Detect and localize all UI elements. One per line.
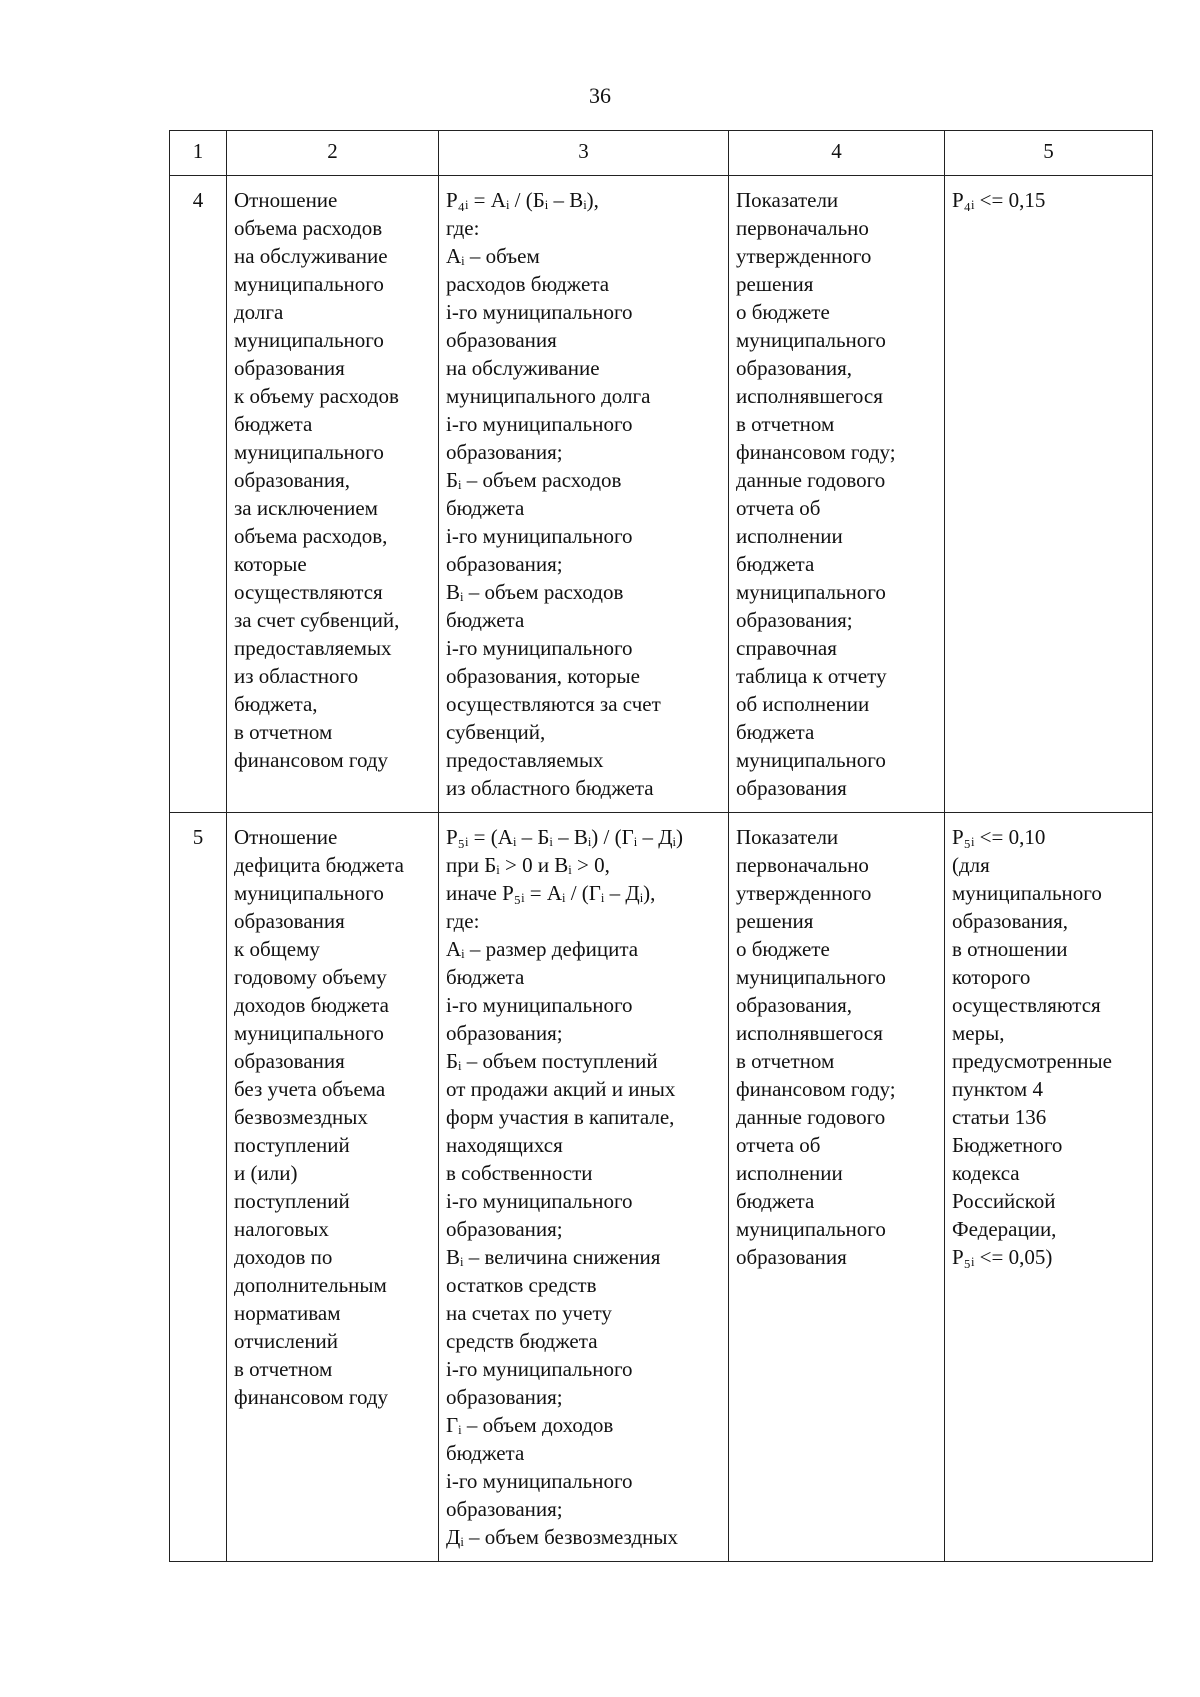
cell-text-line: годовому объему: [234, 965, 387, 989]
cell-text-line: муниципального: [736, 748, 886, 772]
cell-text-line: без учета объема: [234, 1077, 386, 1101]
cell-text-line: Вᵢ – величина снижения: [446, 1245, 661, 1269]
cell-text-line: P₄ᵢ <= 0,15: [952, 188, 1046, 212]
cell-text-line: предоставляемых: [234, 636, 392, 660]
source-data-cell: [729, 813, 945, 1562]
cell-text-line: образования: [446, 328, 557, 352]
cell-text-line: образования, которые: [446, 664, 640, 688]
cell-text-line: Показатели: [736, 825, 839, 849]
cell-text-line: отчета об: [736, 1133, 821, 1157]
header-col-1: 1: [170, 131, 227, 176]
threshold-cell: [945, 176, 1153, 813]
cell-text-line: к общему: [234, 937, 320, 961]
cell-text-line: муниципального: [736, 1217, 886, 1241]
cell-text-line: на обслуживание: [234, 244, 388, 268]
cell-text-line: предоставляемых: [446, 748, 604, 772]
cell-text-line: образования,: [234, 468, 351, 492]
cell-text-line: образования;: [446, 552, 563, 576]
cell-text-line: финансовом году: [234, 748, 389, 772]
formula-cell: [439, 813, 729, 1562]
cell-text-line: муниципального: [736, 580, 886, 604]
cell-text-line: образования;: [446, 440, 563, 464]
cell-text-line: i-го муниципального: [446, 412, 633, 436]
cell-text-line: кодекса: [952, 1161, 1020, 1185]
cell-text-line: P₅ᵢ <= 0,10: [952, 825, 1046, 849]
cell-text-line: статьи 136: [952, 1105, 1047, 1129]
cell-text-line: при Бᵢ > 0 и Вᵢ > 0,: [446, 853, 610, 877]
cell-text-line: P₄ᵢ = Аᵢ / (Бᵢ – Вᵢ),: [446, 188, 599, 212]
cell-text-line: муниципального: [234, 328, 384, 352]
cell-text-line: осуществляются: [234, 580, 383, 604]
cell-text-line: предусмотренные: [952, 1049, 1112, 1073]
cell-text-line: которые: [234, 552, 307, 576]
cell-text-line: о бюджете: [736, 937, 830, 961]
cell-text-line: утвержденного: [736, 244, 872, 268]
cell-text-line: i-го муниципального: [446, 300, 633, 324]
cell-text-line: данные годового: [736, 1105, 886, 1129]
cell-text-line: бюджета: [234, 412, 313, 436]
cell-text-line: первоначально: [736, 853, 869, 877]
cell-text-line: образования: [736, 776, 847, 800]
cell-text-line: финансовом году;: [736, 440, 896, 464]
cell-text-line: поступлений: [234, 1133, 350, 1157]
cell-text-line: в отчетном: [234, 1357, 333, 1381]
cell-text-line: и (или): [234, 1161, 298, 1185]
cell-text-line: утвержденного: [736, 881, 872, 905]
cell-text-line: муниципального: [234, 440, 384, 464]
cell-text-line: остатков средств: [446, 1273, 597, 1297]
table-row: [170, 176, 1153, 813]
indicator-name-cell: [227, 176, 439, 813]
cell-text-line: i-го муниципального: [446, 993, 633, 1017]
cell-text-line: средств бюджета: [446, 1329, 598, 1353]
page-number: 36: [589, 83, 611, 108]
cell-text-line: образования,: [736, 993, 853, 1017]
cell-text-line: образования: [736, 1245, 847, 1269]
cell-text-line: образования;: [446, 1497, 563, 1521]
cell-text-line: осуществляются за счет: [446, 692, 661, 716]
cell-text-line: решения: [736, 272, 814, 296]
cell-text-line: бюджета: [736, 1189, 815, 1213]
cell-text-line: муниципального: [234, 1021, 384, 1045]
formula-cell: [439, 176, 729, 813]
cell-text-line: исполнении: [736, 1161, 843, 1185]
indicator-name-cell: [227, 813, 439, 1562]
cell-text-line: за исключением: [234, 496, 378, 520]
cell-text-line: в отчетном: [234, 720, 333, 744]
cell-text-line: об исполнении: [736, 692, 870, 716]
cell-text-line: муниципального: [736, 965, 886, 989]
cell-text-line: таблица к отчету: [736, 664, 887, 688]
cell-text-line: форм участия в капитале,: [446, 1105, 675, 1129]
header-col-5: 5: [945, 131, 1153, 176]
cell-text-line: долга: [234, 300, 284, 324]
cell-text-line: муниципального: [234, 272, 384, 296]
cell-text-line: i-го муниципального: [446, 1357, 633, 1381]
cell-text-line: Дᵢ – объем безвозмездных: [446, 1525, 679, 1549]
cell-text-line: Показатели: [736, 188, 839, 212]
cell-text-line: субвенций,: [446, 720, 546, 744]
cell-text-line: образования,: [736, 356, 853, 380]
cell-text-line: исполнявшегося: [736, 1021, 883, 1045]
cell-text-line: поступлений: [234, 1189, 350, 1213]
cell-text-line: безвозмездных: [234, 1105, 368, 1129]
cell-text-line: которого: [952, 965, 1031, 989]
cell-text-line: финансовом году;: [736, 1077, 896, 1101]
header-col-4: 4: [729, 131, 945, 176]
cell-text-line: P₅ᵢ = (Аᵢ – Бᵢ – Вᵢ) / (Гᵢ – Дᵢ): [446, 825, 683, 849]
cell-text-line: данные годового: [736, 468, 886, 492]
cell-text-line: дефицита бюджета: [234, 853, 404, 877]
indicator-table: [169, 130, 1153, 1562]
cell-text-line: i-го муниципального: [446, 636, 633, 660]
cell-text-line: образования;: [446, 1385, 563, 1409]
cell-text-line: муниципального: [736, 328, 886, 352]
cell-text-line: Отношение: [234, 825, 338, 849]
cell-text-line: i-го муниципального: [446, 1469, 633, 1493]
cell-text-line: образования: [234, 1049, 345, 1073]
cell-text-line: от продажи акций и иных: [446, 1077, 676, 1101]
row-number: 4: [170, 176, 227, 813]
cell-text-line: Гᵢ – объем доходов: [446, 1413, 614, 1437]
table-row: [170, 813, 1153, 1562]
cell-text-line: образования;: [446, 1021, 563, 1045]
header-col-2: 2: [227, 131, 439, 176]
cell-text-line: i-го муниципального: [446, 524, 633, 548]
cell-text-line: справочная: [736, 636, 837, 660]
cell-text-line: образования: [234, 356, 345, 380]
cell-text-line: бюджета: [446, 496, 525, 520]
cell-text-line: в собственности: [446, 1161, 593, 1185]
cell-text-line: на обслуживание: [446, 356, 600, 380]
cell-text-line: Аᵢ – размер дефицита: [446, 937, 639, 961]
header-col-3: 3: [439, 131, 729, 176]
cell-text-line: муниципального долга: [446, 384, 651, 408]
cell-text-line: о бюджете: [736, 300, 830, 324]
row-number: 5: [170, 813, 227, 1562]
cell-text-line: где:: [446, 909, 480, 933]
threshold-cell: [945, 813, 1153, 1562]
cell-text-line: объема расходов,: [234, 524, 388, 548]
cell-text-line: Вᵢ – объем расходов: [446, 580, 624, 604]
cell-text-line: в отчетном: [736, 1049, 835, 1073]
cell-text-line: Российской: [952, 1189, 1056, 1213]
cell-text-line: образования;: [446, 1217, 563, 1241]
cell-text-line: к объему расходов: [234, 384, 399, 408]
cell-text-line: муниципального: [234, 881, 384, 905]
cell-text-line: налоговых: [234, 1217, 329, 1241]
cell-text-line: расходов бюджета: [446, 272, 610, 296]
cell-text-line: Аᵢ – объем: [446, 244, 540, 268]
cell-text-line: i-го муниципального: [446, 1189, 633, 1213]
cell-text-line: Федерации,: [952, 1217, 1057, 1241]
cell-text-line: Бюджетного: [952, 1133, 1063, 1157]
cell-text-line: исполнении: [736, 524, 843, 548]
cell-text-line: исполнявшегося: [736, 384, 883, 408]
cell-text-line: решения: [736, 909, 814, 933]
cell-text-line: образования;: [736, 608, 853, 632]
cell-text-line: объема расходов: [234, 216, 383, 240]
cell-text-line: находящихся: [446, 1133, 563, 1157]
cell-text-line: Бᵢ – объем расходов: [446, 468, 622, 492]
cell-text-line: из областного: [234, 664, 359, 688]
table-header-row: [170, 131, 1153, 176]
cell-text-line: финансовом году: [234, 1385, 389, 1409]
cell-text-line: (для: [952, 853, 990, 877]
cell-text-line: иначе P₅ᵢ = Аᵢ / (Гᵢ – Дᵢ),: [446, 881, 656, 905]
cell-text-line: пунктом 4: [952, 1077, 1043, 1101]
cell-text-line: бюджета: [446, 608, 525, 632]
cell-text-line: муниципального: [952, 881, 1102, 905]
cell-text-line: первоначально: [736, 216, 869, 240]
cell-text-line: образования,: [952, 909, 1069, 933]
cell-text-line: нормативам: [234, 1301, 341, 1325]
cell-text-line: Отношение: [234, 188, 338, 212]
cell-text-line: в отношении: [952, 937, 1068, 961]
source-data-cell: [729, 176, 945, 813]
cell-text-line: бюджета: [446, 965, 525, 989]
cell-text-line: осуществляются: [952, 993, 1101, 1017]
cell-text-line: бюджета: [446, 1441, 525, 1465]
cell-text-line: из областного бюджета: [446, 776, 654, 800]
cell-text-line: дополнительным: [234, 1273, 387, 1297]
cell-text-line: отчета об: [736, 496, 821, 520]
cell-text-line: меры,: [952, 1021, 1005, 1045]
cell-text-line: где:: [446, 216, 480, 240]
cell-text-line: бюджета: [736, 552, 815, 576]
cell-text-line: образования: [234, 909, 345, 933]
cell-text-line: в отчетном: [736, 412, 835, 436]
cell-text-line: бюджета: [736, 720, 815, 744]
cell-text-line: P₅ᵢ <= 0,05): [952, 1245, 1053, 1269]
cell-text-line: доходов по: [234, 1245, 333, 1269]
cell-text-line: Бᵢ – объем поступлений: [446, 1049, 658, 1073]
cell-text-line: отчислений: [234, 1329, 339, 1353]
cell-text-line: доходов бюджета: [234, 993, 389, 1017]
cell-text-line: бюджета,: [234, 692, 318, 716]
cell-text-line: за счет субвенций,: [234, 608, 400, 632]
cell-text-line: на счетах по учету: [446, 1301, 612, 1325]
